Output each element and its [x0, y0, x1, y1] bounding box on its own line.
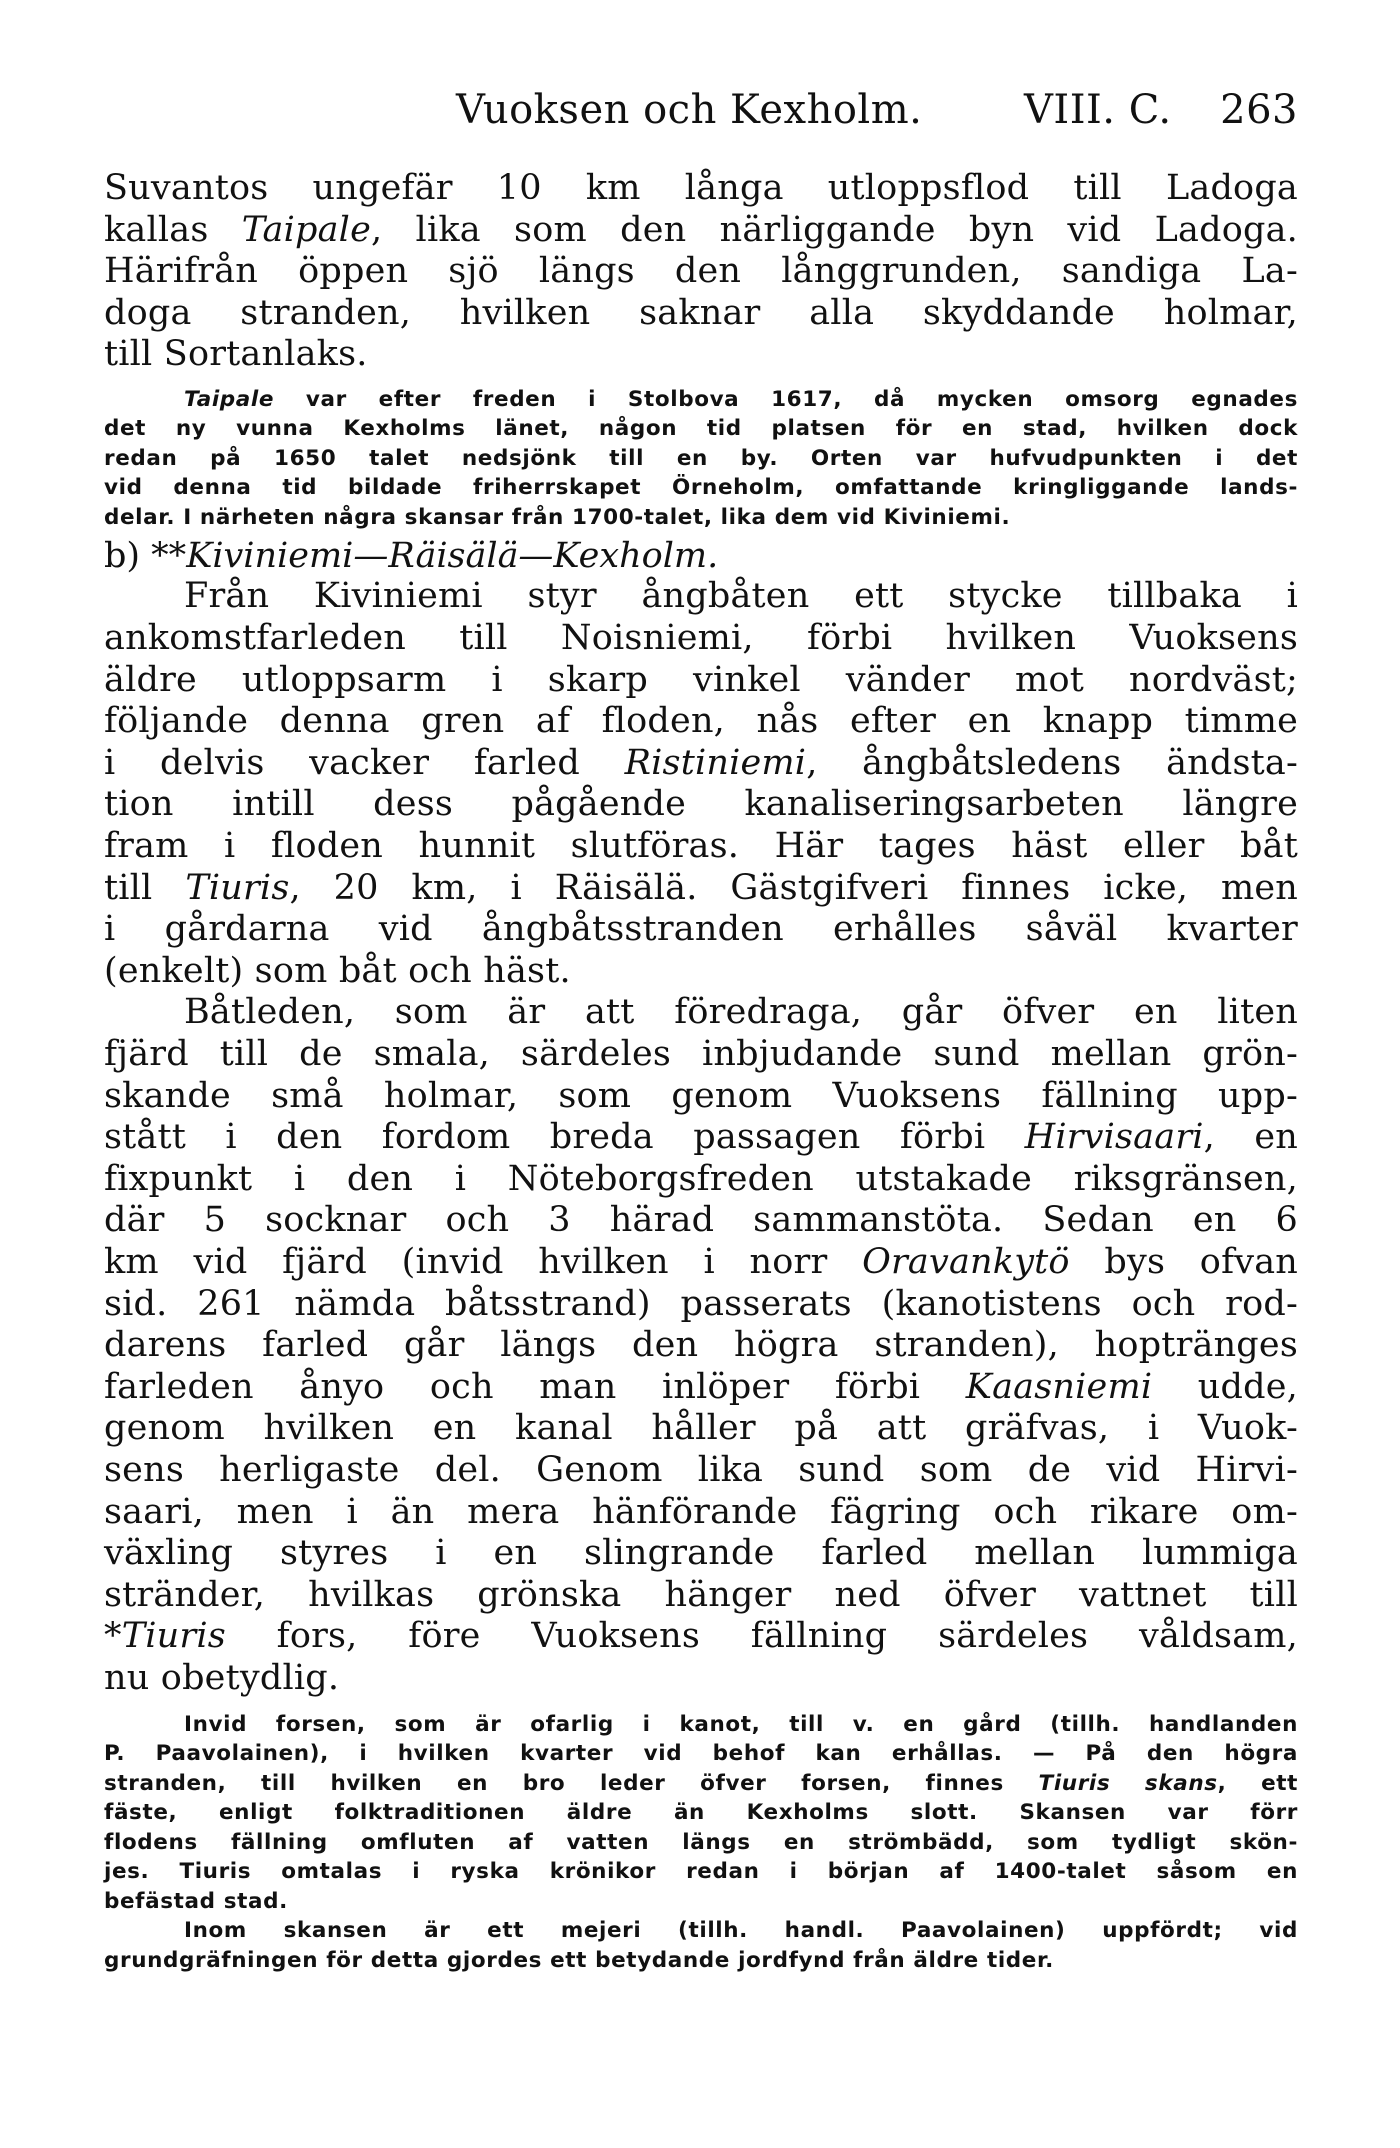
paragraph-boat-route	[104, 992, 1298, 1699]
text-line: stranden, till hvilken en bro leder öfver forsen, finnes Tiuris skans, ett	[104, 1770, 1299, 1796]
text-line: Härifrån öppen sjö längs den långgrunden, sandiga La-	[104, 251, 1298, 292]
page-number: 263	[1220, 87, 1298, 133]
text-line: växling styres i en slingrande farled mellan lummiga	[104, 1533, 1298, 1574]
text-line: Inom skansen är ett mejeri (tillh. handl. Paavolainen) uppfördt; vid	[184, 1918, 1298, 1943]
running-title: Vuoksen och Kexholm.	[456, 87, 923, 133]
subheading-route-b: b) **Kiviniemi—Räisälä—Kexholm.	[104, 536, 719, 577]
paragraph-kiviniemi-route	[104, 576, 1298, 992]
text-line: fäste, enligt folktraditionen äldre än Kexholms slott. Skansen var förr	[104, 1800, 1298, 1825]
text-line: doga stranden, hvilken saknar alla skyddande holmar,	[104, 292, 1298, 333]
text-line: fjärd till de smala, särdeles inbjudande sund mellan grön-	[104, 1034, 1298, 1074]
section-number: VIII. C.	[1024, 87, 1172, 133]
text-line: i gårdarna vid ångbåtsstranden erhålles såväl kvarter	[104, 909, 1298, 950]
text-line: grundgräfningen för detta gjordes ett betydande jordfynd från äldre tider.	[104, 1947, 1054, 1973]
text-line: delar. I närheten några skansar från 1700-talet, lika dem vid Kiviniemi.	[104, 504, 1011, 530]
text-line: sid. 261 nämda båtsstrand) passerats (kanotistens och rod-	[104, 1283, 1298, 1324]
text-line: flodens fällning omfluten af vatten längs en strömbädd, som tydligt skön-	[104, 1829, 1298, 1855]
text-line: Från Kiviniemi styr ångbåten ett stycke tillbaka i	[184, 576, 1298, 617]
text-line: ankomstfarleden till Noisniemi, förbi hvilken Vuoksens	[104, 618, 1298, 659]
text-line: Båtleden, som är att föredraga, går öfver en liten	[184, 992, 1298, 1033]
text-line: fram i floden hunnit slutföras. Här tages häst eller båt	[104, 826, 1298, 867]
text-line: P. Paavolainen), i hvilken kvarter vid behof kan erhållas. — På den högra	[104, 1741, 1298, 1766]
text-line: Taipale var efter freden i Stolbova 1617, då mycken omsorg egnades	[184, 386, 1298, 412]
text-line: där 5 socknar och 3 härad sammanstöta. Sedan en 6	[104, 1200, 1298, 1241]
text-line: darens farled går längs den högra stranden), hoptränges	[104, 1325, 1298, 1366]
text-line: tion intill dess pågående kanaliseringsarbeten längre	[104, 784, 1298, 825]
text-line: till Tiuris, 20 km, i Räisälä. Gästgifveri finnes icke, men	[104, 867, 1298, 908]
text-line: sens herligaste del. Genom lika sund som de vid Hirvi-	[104, 1449, 1298, 1490]
text-line: saari, men i än mera hänförande fägring och rikare om-	[104, 1491, 1298, 1532]
text-line: fixpunkt i den i Nöteborgsfreden utstakade riksgränsen,	[104, 1158, 1298, 1199]
text-line: följande denna gren af floden, nås efter en knapp timme	[104, 701, 1298, 742]
text-line: farleden ånyo och man inlöper förbi Kaasniemi udde,	[104, 1366, 1299, 1407]
text-line: Invid forsen, som är ofarlig i kanot, till v. en gård (tillh. handlanden	[184, 1711, 1298, 1737]
text-line: jes. Tiuris omtalas i ryska krönikor redan i början af 1400-talet såsom en	[104, 1859, 1298, 1884]
text-line: äldre utloppsarm i skarp vinkel vänder mot nordväst;	[104, 659, 1298, 700]
text-line: i delvis vacker farled Ristiniemi, ångbåtsledens ändsta-	[104, 742, 1298, 783]
text-line: skande små holmar, som genom Vuoksens fällning upp-	[104, 1075, 1298, 1116]
text-line: stått i den fordom breda passagen förbi Hirvisaari, en	[104, 1117, 1298, 1158]
text-line: vid denna tid bildade friherrskapet Örneholm, omfattande kringliggande lands-	[104, 475, 1298, 501]
text-line: *Tiuris fors, före Vuoksens fällning särdeles våldsam,	[104, 1616, 1298, 1657]
page-body	[104, 168, 1298, 1975]
text-line: redan på 1650 talet nedsjönk till en by. Orten var hufvudpunkten i det	[104, 445, 1298, 471]
text-line: km vid fjärd (invid hvilken i norr Oravankytö bys ofvan	[104, 1241, 1298, 1282]
text-line: kallas Taipale, lika som den närliggande byn vid Ladoga.	[104, 209, 1298, 250]
text-line: Suvantos ungefär 10 km långa utloppsflod till Ladoga	[104, 168, 1298, 208]
text-line: stränder, hvilkas grönska hänger ned öfver vattnet till	[104, 1574, 1298, 1615]
text-line: (enkelt) som båt och häst.	[104, 950, 571, 991]
paragraph-taipale	[104, 168, 1298, 376]
text-line: genom hvilken en kanal håller på att gräfvas, i Vuok-	[104, 1408, 1298, 1449]
text-line: nu obetydlig.	[104, 1657, 340, 1698]
note-tiuris-dairy	[104, 1916, 1298, 1975]
text-line: till Sortanlaks.	[104, 334, 368, 375]
note-tiuris-fors	[104, 1710, 1298, 1917]
text-line: befästad stad.	[104, 1888, 288, 1914]
text-line: det ny vunna Kexholms länet, någon tid platsen för en stad, hvilken dock	[104, 416, 1298, 442]
note-taipale-history	[104, 385, 1298, 533]
